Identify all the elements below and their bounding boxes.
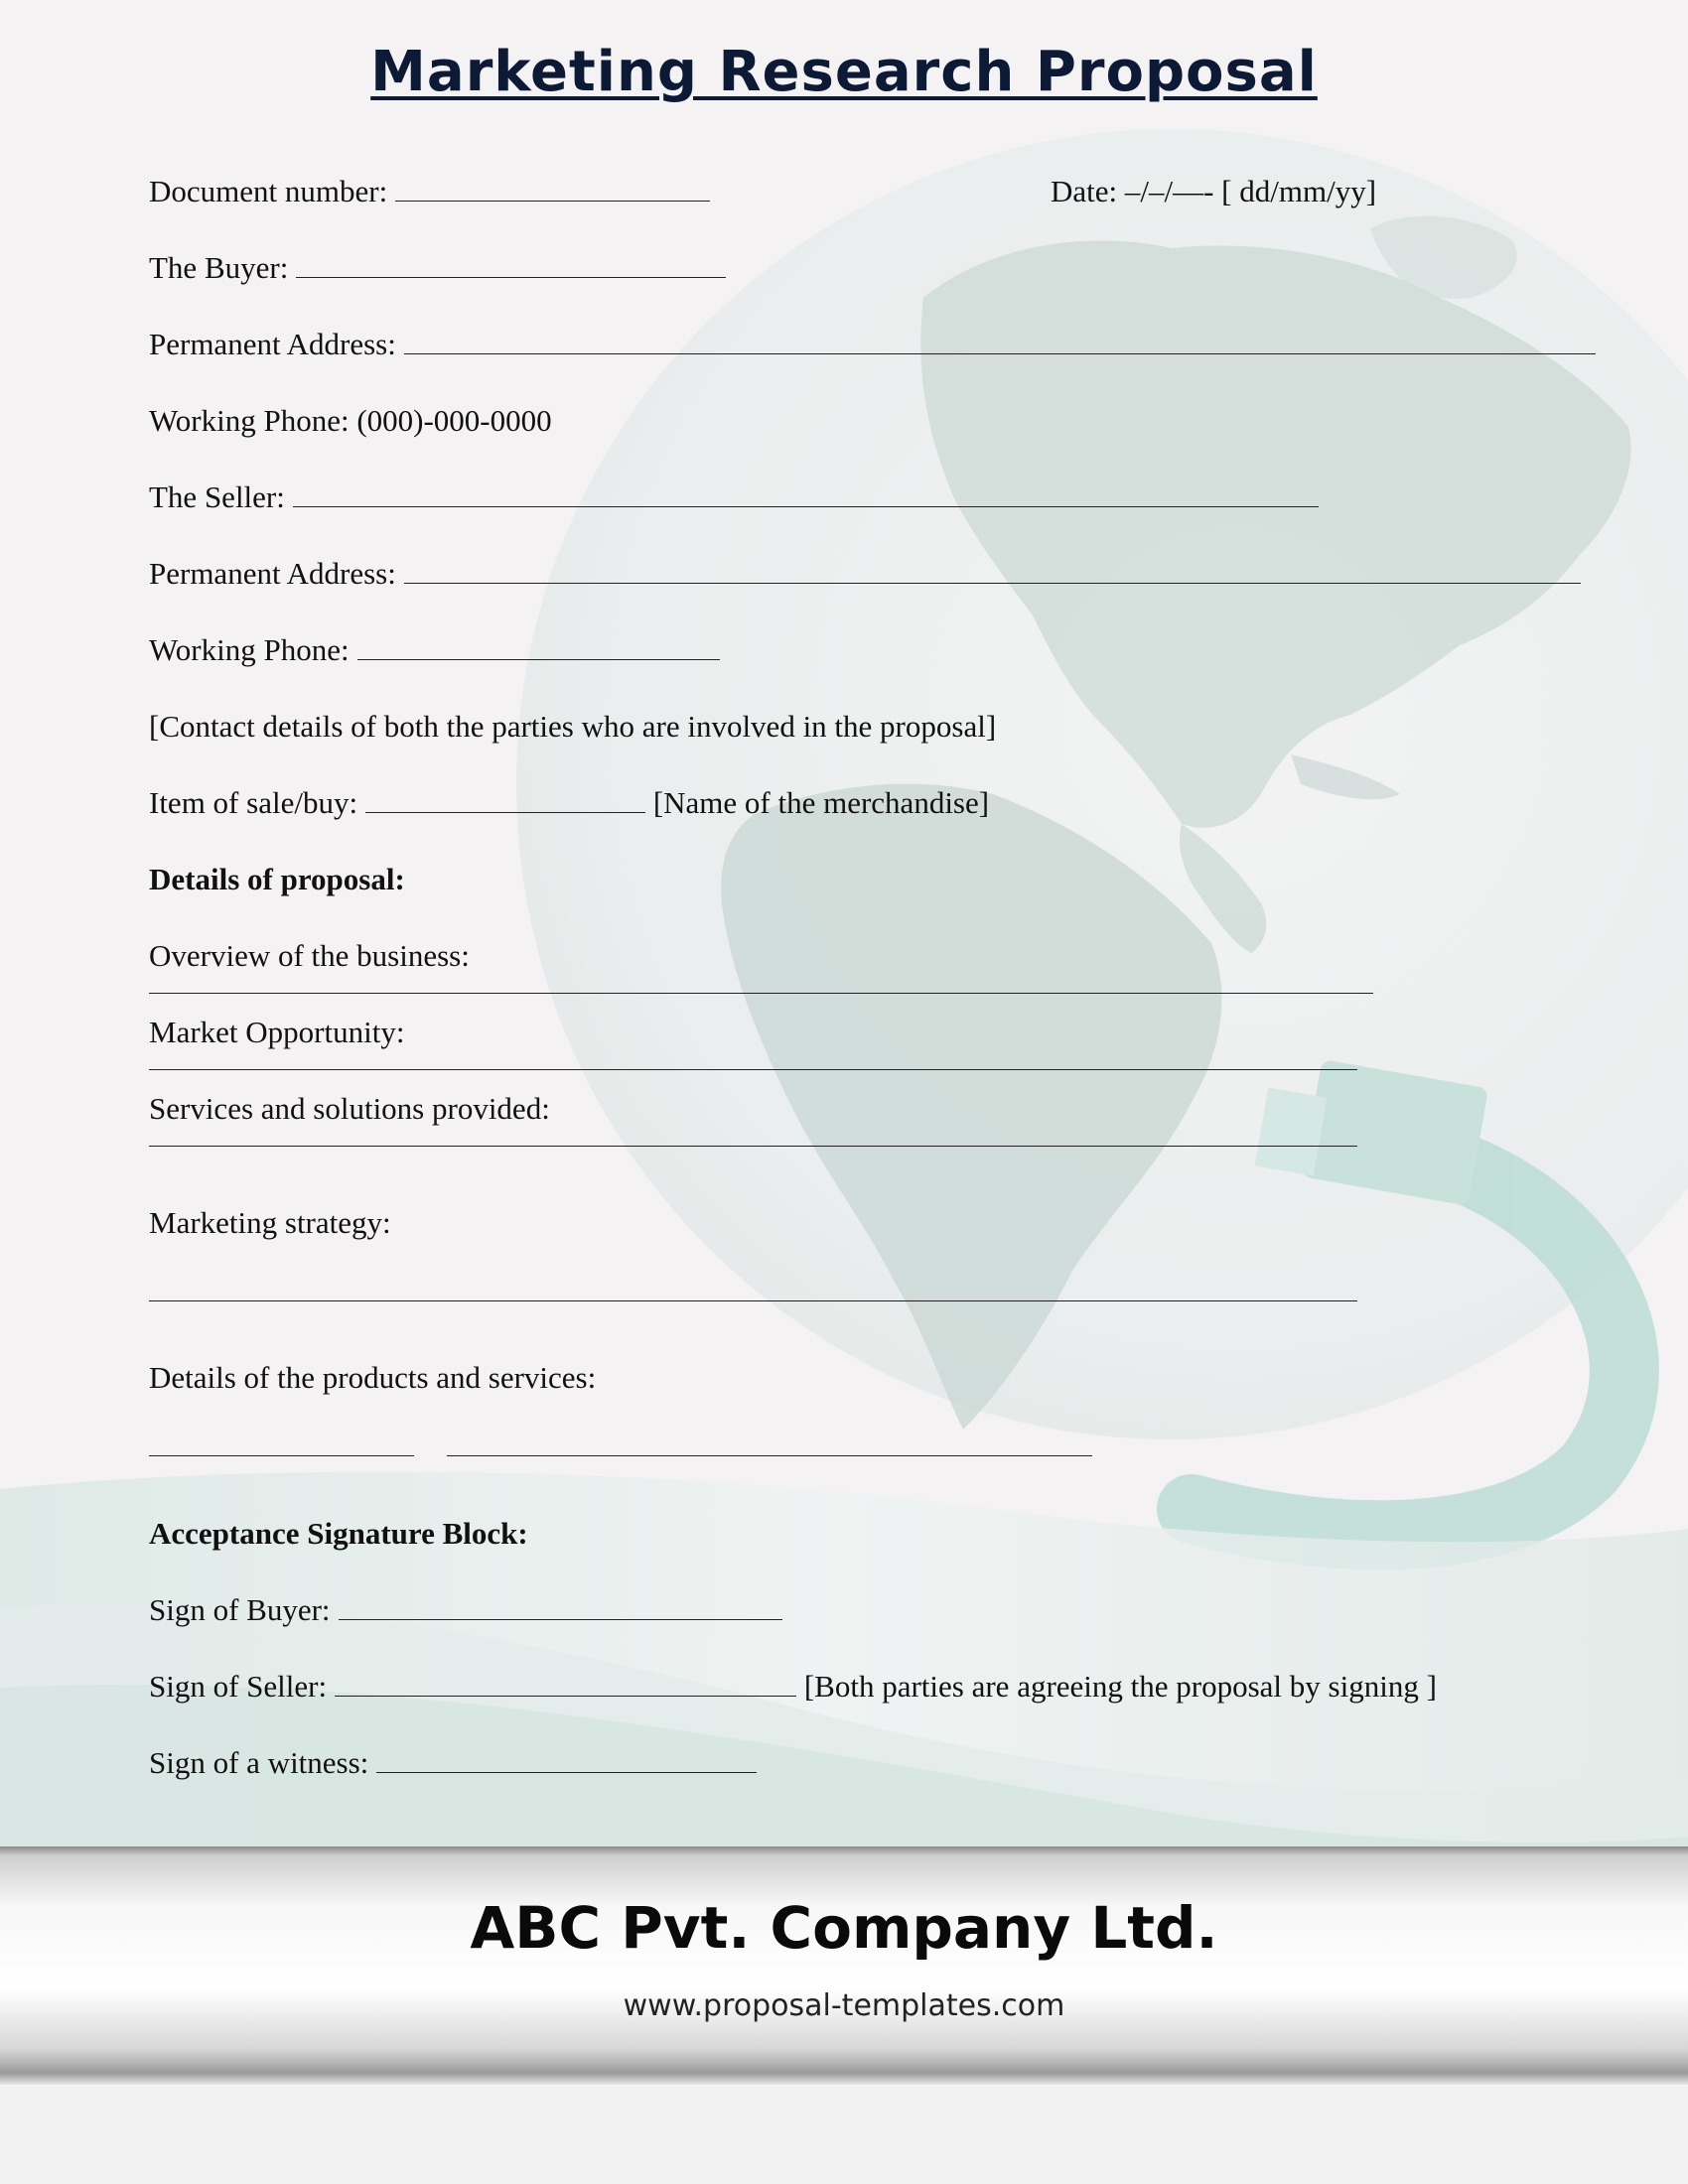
buyer-label: The Buyer: <box>149 250 289 285</box>
seller-phone-field[interactable] <box>357 633 720 660</box>
overview-field[interactable] <box>149 993 1373 994</box>
seller-address-label: Permanent Address: <box>149 556 396 591</box>
products-field-short[interactable] <box>149 1455 414 1456</box>
item-field[interactable] <box>365 786 645 813</box>
website-link[interactable]: www.proposal-templates.com <box>623 1988 1065 2023</box>
strategy-field[interactable] <box>149 1300 1357 1301</box>
buyer-address-label: Permanent Address: <box>149 327 396 361</box>
seller-label: The Seller: <box>149 479 285 514</box>
seller-address-row <box>149 556 1581 592</box>
sign-witness-row <box>149 1745 757 1781</box>
signature-heading: Acceptance Signature Block: <box>149 1516 528 1551</box>
buyer-field[interactable] <box>296 251 726 278</box>
date-label: Date: –/–/—- [ dd/mm/yy] <box>1051 174 1377 208</box>
services-label: Services and solutions provided: <box>149 1091 550 1126</box>
buyer-row <box>149 250 726 286</box>
sign-buyer-label: Sign of Buyer: <box>149 1592 331 1627</box>
item-row <box>149 785 989 821</box>
seller-field[interactable] <box>293 480 1319 507</box>
sign-seller-label: Sign of Seller: <box>149 1669 328 1704</box>
seller-address-field[interactable] <box>404 557 1581 584</box>
market-label: Market Opportunity: <box>149 1015 405 1049</box>
item-label: Item of sale/buy: <box>149 785 358 820</box>
document-number-row <box>149 174 710 209</box>
sign-seller-field[interactable] <box>335 1670 796 1697</box>
sign-seller-row <box>149 1669 1437 1705</box>
buyer-address-row <box>149 327 1596 362</box>
document-number-label: Document number: <box>149 174 388 208</box>
sign-witness-field[interactable] <box>376 1746 757 1773</box>
sign-buyer-row <box>149 1592 782 1628</box>
document-number-field[interactable] <box>395 175 710 202</box>
strategy-label: Marketing strategy: <box>149 1205 391 1240</box>
products-field-long[interactable] <box>447 1455 1092 1456</box>
details-heading: Details of proposal: <box>149 862 405 896</box>
contact-note: [Contact details of both the parties who are involved in the proposal] <box>149 709 997 744</box>
sign-witness-label: Sign of a witness: <box>149 1745 369 1780</box>
products-label: Details of the products and services: <box>149 1360 597 1395</box>
buyer-address-field[interactable] <box>404 328 1596 354</box>
buyer-phone-label: Working Phone: (000)-000-0000 <box>149 403 552 438</box>
overview-label: Overview of the business: <box>149 938 470 973</box>
page-title: Marketing Research Proposal <box>370 40 1318 104</box>
sign-buyer-field[interactable] <box>339 1593 782 1620</box>
seller-row <box>149 479 1319 515</box>
seller-phone-row <box>149 632 720 668</box>
sign-seller-note: [Both parties are agreeing the proposal by signing ] <box>803 1669 1437 1704</box>
company-name: ABC Pvt. Company Ltd. <box>470 1894 1218 1962</box>
item-note: [Name of the merchandise] <box>652 785 990 820</box>
seller-phone-label: Working Phone: <box>149 632 350 667</box>
market-field[interactable] <box>149 1069 1357 1070</box>
services-field[interactable] <box>149 1146 1357 1147</box>
